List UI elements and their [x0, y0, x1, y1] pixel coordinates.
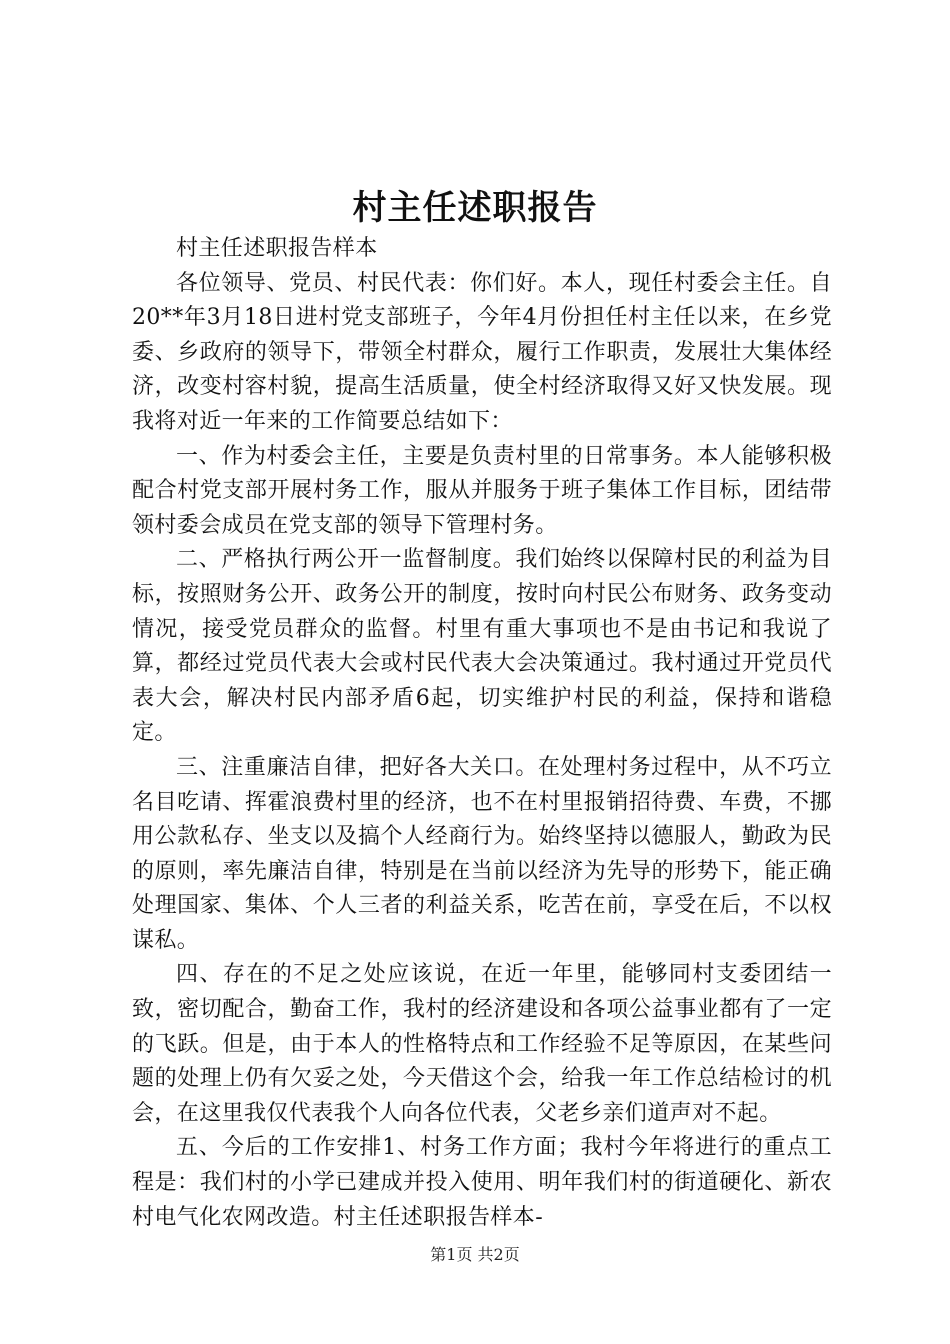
paragraph-subtitle: 村主任述职报告样本 — [176, 236, 378, 261]
paragraph-section-5: 五、今后的工作安排1、村务工作方面；我村今年将进行的重点工程是：我们村的小学已建成并投入使用、明年我们村的街道硬化、新农村电气化农网改造。村主任述职报告样本- — [132, 1135, 832, 1230]
paragraph-greeting: 各位领导、党员、村民代表：你们好。本人，现任村委会主任。自20**年3月18日进村党支部班子，今年4月份担任村主任以来，在乡党委、乡政府的领导下，带领全村群众，履行工作职责，发展壮大集体经济，改变村容村貌，提高生活质量，使全村经济取得又好又快发展。现我将对近一年来的工作简要总结如下： — [132, 270, 832, 434]
page-footer: 第1页 共2页 — [430, 1245, 520, 1264]
paragraph-section-1: 一、作为村委会主任，主要是负责村里的日常事务。本人能够积极配合村党支部开展村务工作，服从并服务于班子集体工作目标，团结带领村委会成员在党支部的领导下管理村务。 — [132, 443, 832, 538]
document-title: 村主任述职报告 — [352, 188, 598, 228]
document-body — [132, 232, 832, 1235]
paragraph-section-2: 二、严格执行两公开一监督制度。我们始终以保障村民的利益为目标，按照财务公开、政务公开的制度，按时向村民公布财务、政务变动情况，接受党员群众的监督。村里有重大事项也不是由书记和我说了算，都经过党员代表大会或村民代表大会决策通过。我村通过开党员代表大会，解决村民内部矛盾6起，切实维护村民的利益，保持和谐稳定。 — [132, 547, 832, 746]
paragraph-section-3: 三、注重廉洁自律，把好各大关口。在处理村务过程中，从不巧立名目吃请、挥霍浪费村里的经济，也不在村里报销招待费、车费，不挪用公款私存、坐支以及搞个人经商行为。始终坚持以德服人，勤政为民的原则，率先廉洁自律，特别是在当前以经济为先导的形势下，能正确处理国家、集体、个人三者的利益关系，吃苦在前，享受在后，不以权谋私。 — [132, 754, 832, 953]
paragraph-section-4: 四、存在的不足之处应该说，在近一年里，能够同村支委团结一致，密切配合，勤奋工作，我村的经济建设和各项公益事业都有了一定的飞跃。但是，由于本人的性格特点和工作经验不足等原因，在某些问题的处理上仍有欠妥之处，今天借这个会，给我一年工作总结检讨的机会，在这里我仅代表我个人向各位代表，父老乡亲们道声对不起。 — [132, 962, 832, 1126]
